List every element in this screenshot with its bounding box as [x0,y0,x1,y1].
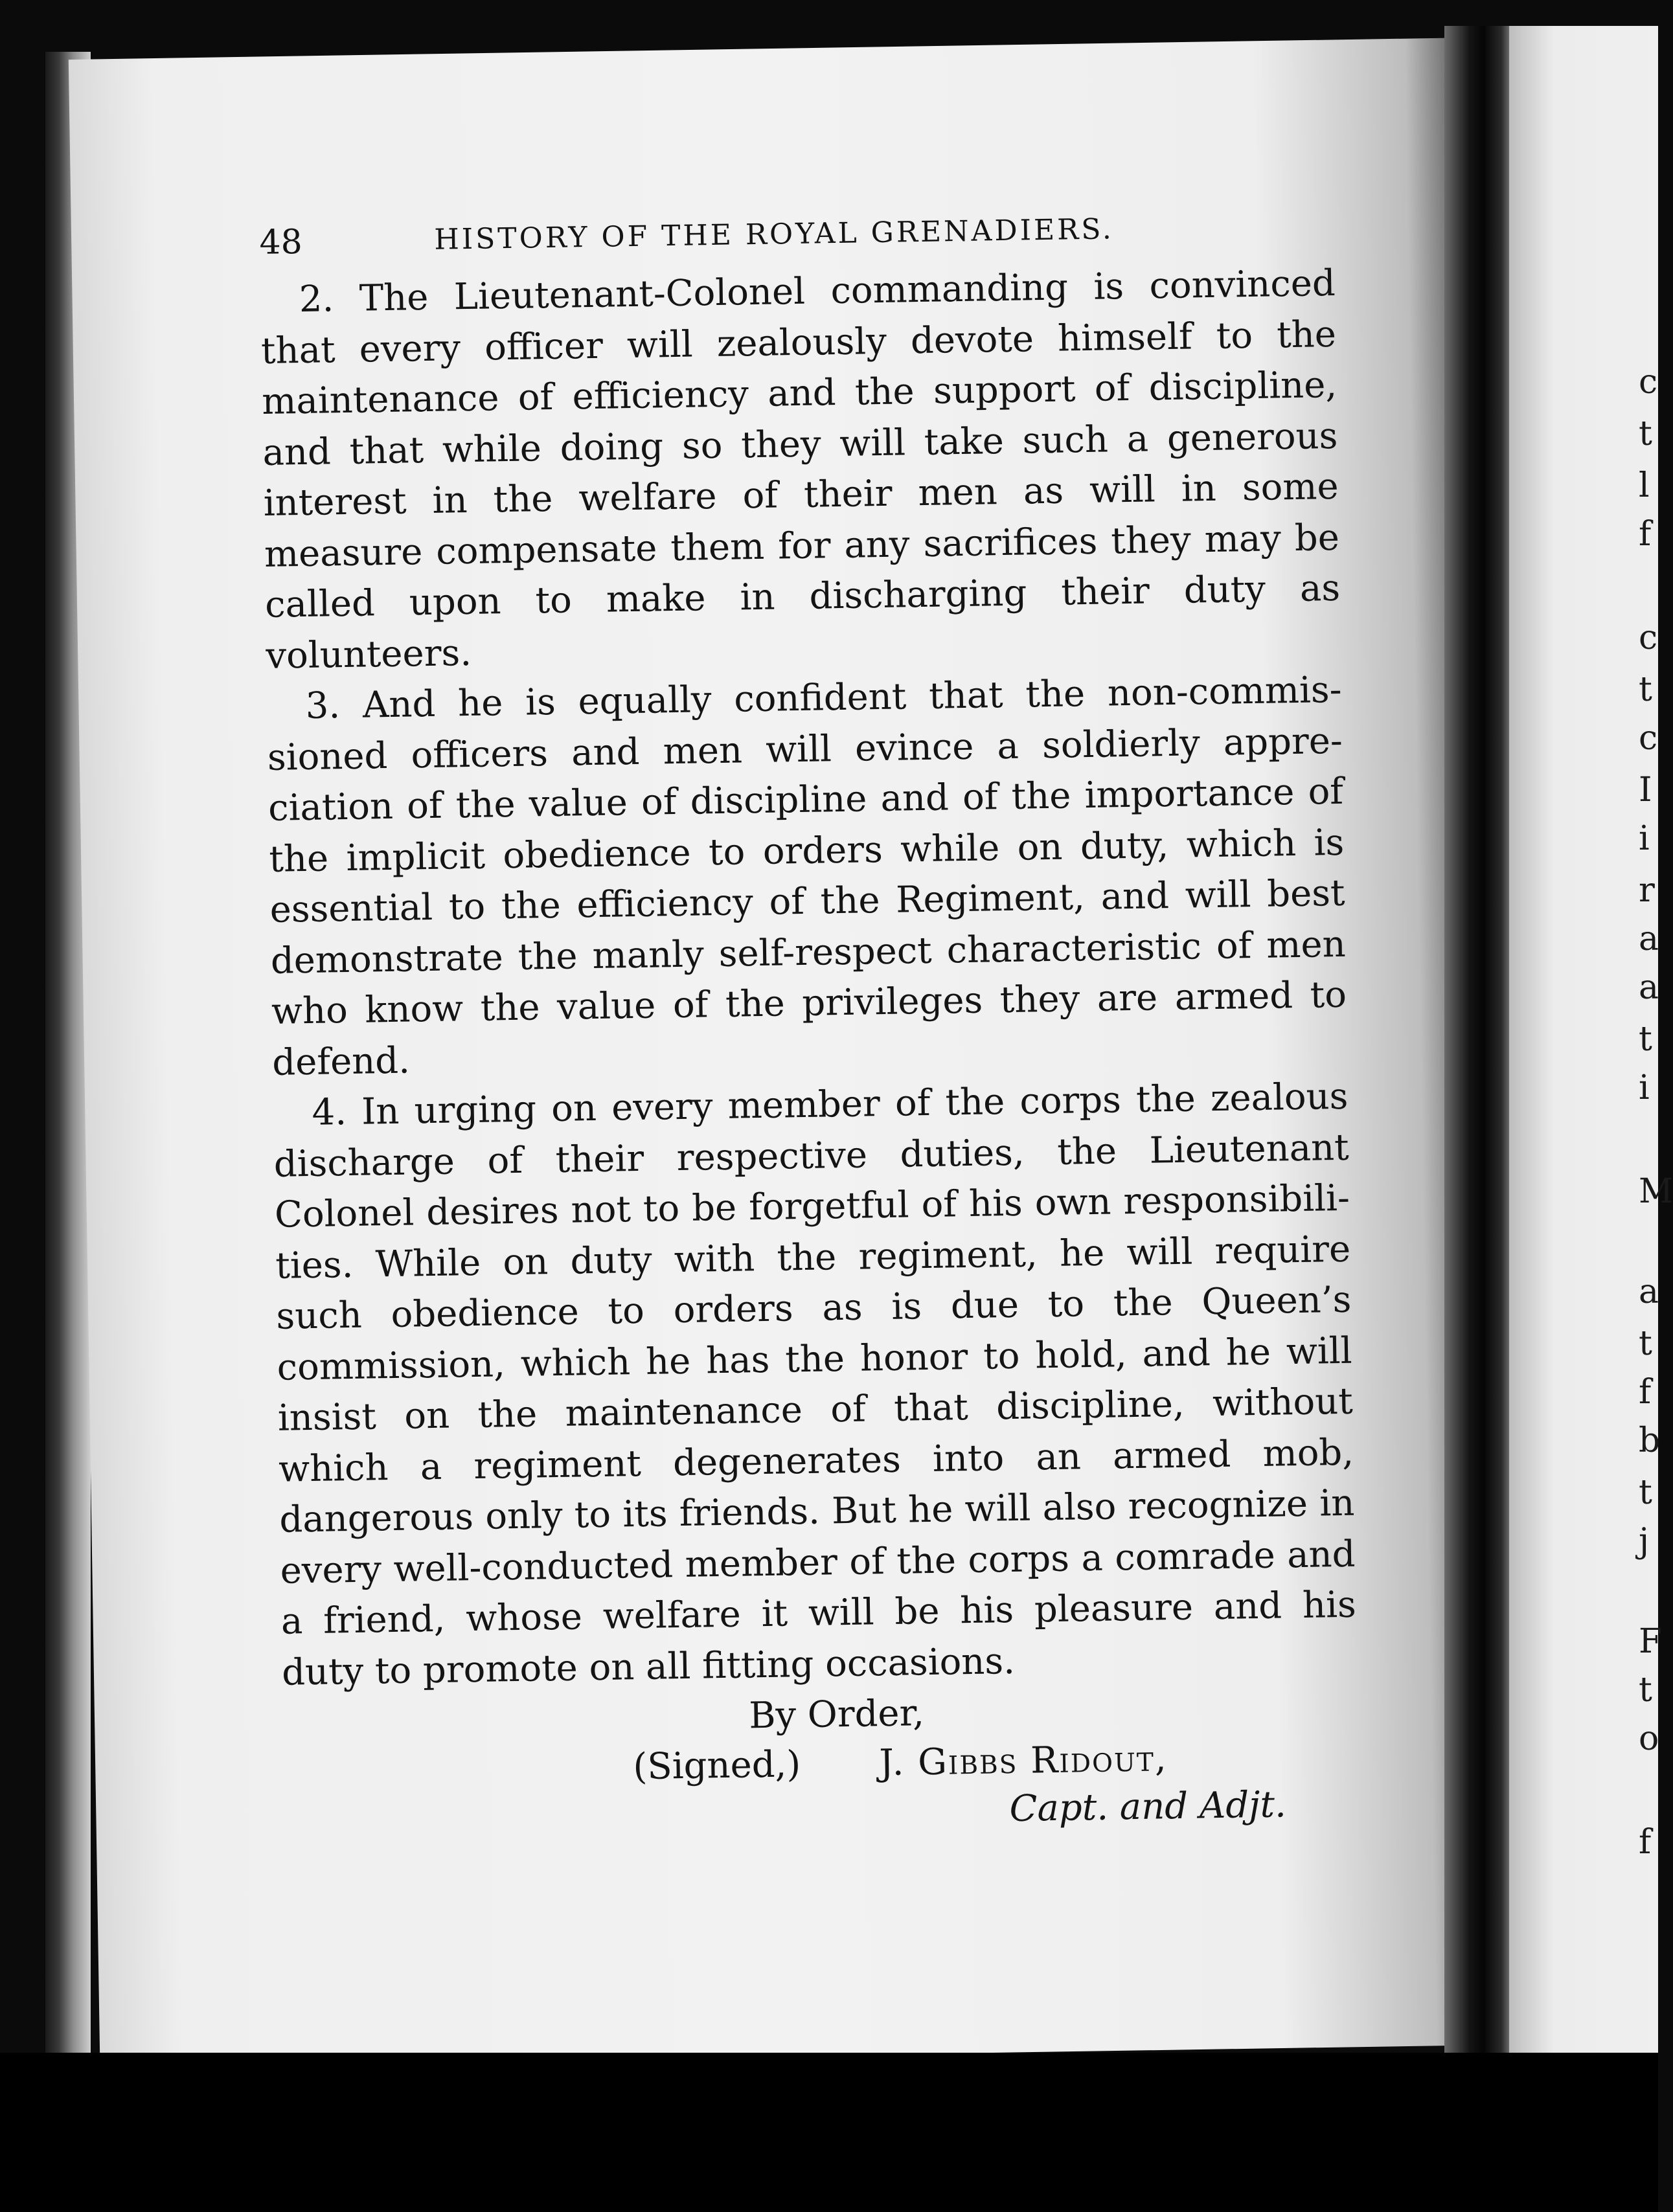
signoff [282,1682,1360,1854]
facing-letter: j [1639,1522,1650,1561]
facing-letter: t [1639,670,1652,709]
facing-letter: i [1639,1068,1650,1107]
facing-letter: I [1639,771,1652,809]
facing-letter: t [1639,414,1652,453]
facing-letter: a [1639,968,1659,1007]
facing-letter: l [1639,466,1650,505]
facing-letter: r [1639,871,1655,910]
page-text [259,207,1360,1854]
bottom-shadow [0,2053,1658,2212]
paragraph-2: 2. The Lieutenant-Colonel commanding is convinced that every officer will zealously devote himself to the maintenance of efficiency and the support of discipline, and that while doing so they will take such a generous interest in the welfare of their men as will in some measure compensate them for any sacrifices they may be called upon to make in discharging their duty as volunteers. [260,262,1341,677]
paragraph-3: 3. And he is equally confident that the non-commissioned officers and men will evince a soldierly appreciation of the value of discipline and of the importance of the implicit obedience to orders while on duty, which is essential to the efficiency of the Regiment, and will best demonstrate the manly self-respect characteristic of men who know the value of the privileges they are armed to defend. [267,668,1347,1084]
facing-letter: t [1639,1020,1652,1059]
facing-letter: f [1639,1373,1652,1412]
facing-page-letters [1639,0,1673,2212]
signer-name: J. Gibbs Ridout, [878,1737,1168,1785]
facing-letter: c [1639,618,1658,657]
book-gutter [1444,26,1516,2053]
by-order: By Order, [748,1692,925,1737]
facing-letter: a [1639,920,1659,958]
running-head-title: HISTORY OF THE ROYAL GRENADIERS. [434,212,1115,256]
facing-letter: t [1639,1671,1652,1710]
facing-letter: a [1639,1272,1659,1311]
facing-letter: b [1639,1421,1661,1460]
signer-rank: Capt. and Adjt. [1009,1783,1287,1831]
facing-letter: f [1639,1823,1652,1862]
facing-letter: F [1639,1622,1663,1661]
signed-label: (Signed,) [633,1743,801,1789]
facing-letter: f [1639,515,1652,554]
paragraph-4: 4. In urging on every member of the corps the zealous discharge of their respective duties, the Lieutenant Colonel desires not to be forgetful of his own responsibilities. While on duty with the regiment, he will require such obedience to orders as is due to the Queen’s commission, which he has the honor to hold, and he will insist on the maintenance of that discipline, without which a regiment degenerates into an armed mob, dangerous only to its friends. But he will also recognize in every well-conducted member of the corps a comrade and a friend, whose welfare it will be his pleasure and his duty to promote on all fitting occasions. [273,1075,1357,1694]
facing-letter: i [1639,819,1650,858]
facing-letter: t [1639,1324,1652,1363]
facing-letter: t [1639,1473,1652,1512]
facing-letter: c [1639,363,1658,401]
facing-letter: M [1639,1172,1673,1211]
facing-letter: o [1639,1719,1659,1758]
facing-page [1509,26,1661,2053]
page-number: 48 [259,222,303,262]
facing-letter: c [1639,719,1658,758]
